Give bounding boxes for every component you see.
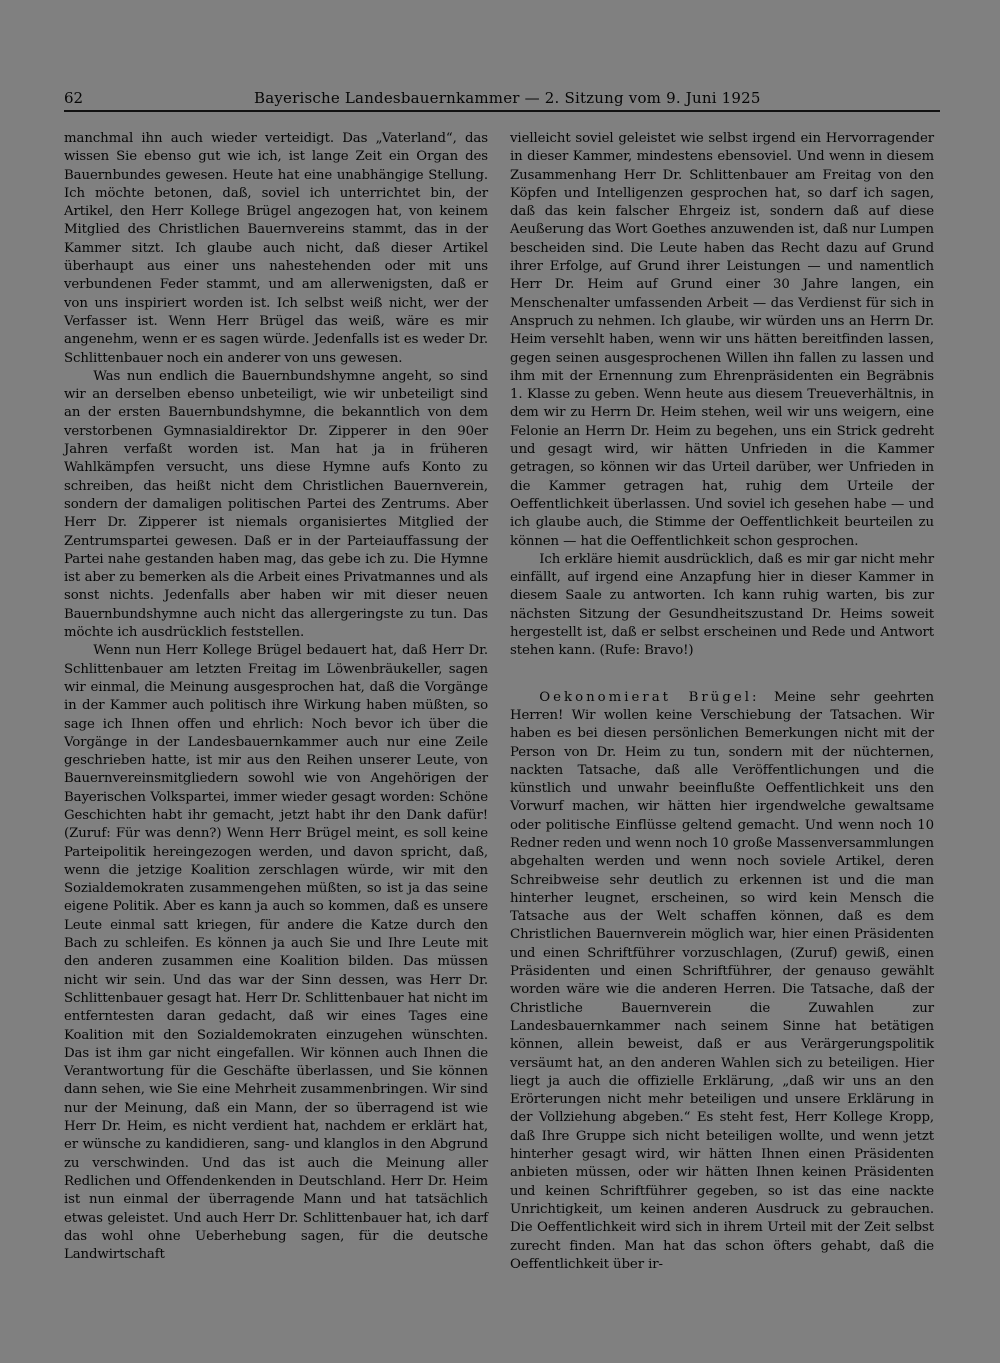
page-number: 62 bbox=[64, 89, 84, 107]
paragraph: Was nun endlich die Bauernbundshymne angeht, so sind wir an derselben ebenso unbeteiligt, wie wir unbeteiligt sind an der ersten Bauernbundshymne, die bekanntlich von dem verstorbenen Gymnasialdirektor Dr. Zipperer in den 90er Jahren verfaßt worden ist. Man hat ja in früheren Wahlkämpfen versucht, uns diese Hymne aufs Konto zu schreiben, das heißt nicht dem Christlichen Bauernverein, sondern der damaligen politischen Partei des Zentrums. Aber Herr Dr. Zipperer ist niemals organisiertes Mitglied der Zentrumspartei gewesen. Daß er in der Parteiauffassung der Partei nahe gestanden haben mag, das gebe ich zu. Die Hymne ist aber zu bemerken als die Arbeit eines Privatmannes und als sonst nichts. Jedenfalls aber haben wir mit dieser neuen Bauernbundshymne auch nicht das allergeringste zu tun. Das möchte ich ausdrücklich feststellen. bbox=[64, 368, 488, 641]
running-head: Bayerische Landesbauernkammer — 2. Sitzung vom 9. Juni 1925 bbox=[254, 89, 761, 107]
speaker-name: Oekonomierat Brügel: bbox=[539, 689, 760, 705]
paragraph: Ich erkläre hiemit ausdrücklich, daß es mir gar nicht mehr einfällt, auf irgend eine Anzapfung hier in dieser Kammer in diesem Saale zu antworten. Ich kann ruhig warten, bis zur nächsten Sitzung der Gesundheitszustand Dr. Heims soweit hergestellt ist, daß er selbst erscheinen und Rede und Antwort stehen kann. (Rufe: Bravo!) bbox=[510, 551, 934, 659]
page-header bbox=[64, 88, 940, 112]
right-column bbox=[510, 130, 934, 1274]
speech-paragraph bbox=[510, 689, 934, 1275]
paragraph: Wenn nun Herr Kollege Brügel bedauert hat, daß Herr Dr. Schlittenbauer am letzten Freitag im Löwenbräukeller, sagen wir einmal, die Meinung ausgesprochen hat, daß die Vorgänge in der Kammer auch politisch ihre Wirkung haben müßten, so sage ich Ihnen offen und ehrlich: Noch bevor ich über die Vorgänge in der Landesbauernkammer auch nur eine Zeile geschrieben hatte, ist mir aus den Reihen unserer Leute, von Bauernvereinsmitgliedern sowohl wie von Angehörigen der Bayerischen Volkspartei, immer wieder gesagt worden: Schöne Geschichten habt ihr gemacht, jetzt habt ihr den Dank dafür! (Zuruf: Für was denn?) Wenn Herr Brügel meint, es soll keine Parteipolitik hereingezogen werden, und davon spricht, daß, wenn die jetzige Koalition zerschlagen würde, wir mit den Sozialdemokraten zusammengehen müßten, so ist ja das seine eigene Politik. Aber es kann ja auch so kommen, daß es unsere Leute einmal satt kriegen, für andere die Katze durch den Bach zu schleifen. Es können ja auch Sie und Ihre Leute mit den anderen zusammen eine Koalition bilden. Das müssen nicht wir sein. Und das war der Sinn dessen, was Herr Dr. Schlittenbauer gesagt hat. Herr Dr. Schlittenbauer hat nicht im entferntesten daran gedacht, daß wir eines Tages eine Koalition mit den Sozialdemokraten einzugehen wünschten. Das ist ihm gar nicht eingefallen. Wir können auch Ihnen die Verantwortung für die Geschäfte überlassen, und Sie können dann sehen, wie Sie eine Mehrheit zusammenbringen. Wir sind nur der Meinung, daß ein Mann, der so überragend ist wie Herr Dr. Heim, es nicht verdient hat, nachdem er erklärt hat, er wünsche zu kandidieren, sang- und klanglos in den Abgrund zu verschwinden. Und das ist auch die Meinung aller Redlichen und Offendenkenden in Deutschland. Herr Dr. Heim ist nun einmal der überragende Mann und hat tatsächlich etwas geleistet. Und auch Herr Dr. Schlittenbauer hat, ich darf das wohl ohne Ueberhebung sagen, für die deutsche Landwirtschaft bbox=[64, 643, 488, 1263]
paragraph: vielleicht soviel geleistet wie selbst irgend ein Hervorragender in dieser Kammer, mindestens ebensoviel. Und wenn in diesem Zusammenhang Herr Dr. Schlittenbauer am Freitag von den Köpfen und Intelligenzen gesprochen hat, so darf ich sagen, daß das kein falscher Ehrgeiz ist, sondern daß auf diese Aeußerung das Wort Goethes anzuwenden ist, daß nur Lumpen bescheiden sind. Die Leute haben das Recht dazu auf Grund ihrer Erfolge, auf Grund ihrer Leistungen — und namentlich Herr Dr. Heim auf Grund einer 30 Jahre langen, ein Menschenalter umfassenden Arbeit — das Verdienst für sich in Anspruch zu nehmen. Ich glaube, wir würden uns an Herrn Dr. Heim versehlt haben, wenn wir uns hätten bereitfinden lassen, gegen seinen ausgesprochenen Willen ihn fallen zu lassen und ihm mit der Ernennung zum Ehrenpräsidenten ein Begräbnis 1. Klasse zu geben. Wenn heute aus diesem Treueverhältnis, in dem wir zu Herrn Dr. Heim stehen, weil wir uns weigern, eine Felonie an Herrn Dr. Heim zu begehen, uns ein Strick gedreht und gesagt wird, wir hätten Unfrieden in die Kammer getragen, so können wir das Urteil darüber, wer Unfrieden in die Kammer getragen hat, ruhig dem Urteile der Oeffentlichkeit überlassen. Und soviel ich gesehen habe — und ich glaube auch, die Stimme der Oeffentlichkeit beurteilen zu können — hat die Oeffentlichkeit schon gesprochen. bbox=[510, 131, 934, 549]
speech-text: Meine sehr geehrten Herren! Wir wollen keine Verschiebung der Tatsachen. Wir haben es bei diesen persönlichen Bemerkungen nicht mit der Person von Dr. Heim zu tun, sondern mit der nüchternen, nackten Tatsache, daß alle Veröffentlichungen und die künstlich und unwahr beeinflußte Oeffentlichkeit uns den Vorwurf machen, wir hätten hier irgendwelche gewaltsame oder politische Einflüsse geltend gemacht. Und wenn noch 10 Redner reden und wenn noch 10 große Massenversammlungen abgehalten werden und wenn noch soviele Artikel, deren Schreibweise sehr deutlich zu erkennen ist und die man hinterher leugnet, erscheinen, so wird kein Mensch die Tatsache aus der Welt schaffen können, daß es dem Christlichen Bauernverein möglich war, hier einen Präsidenten und einen Schriftführer vorzuschlagen, (Zuruf) gewiß, einen Präsidenten und einen Schriftführer, der genauso gewählt worden wäre wie die anderen Herren. Die Tatsache, daß der Christliche Bauernverein die Zuwahlen zur Landesbauernkammer nach seinem Sinne hat betätigen können, allein beweist, daß er aus Verärgerungspolitik versäumt hat, an den anderen Wahlen sich zu beteiligen. Hier liegt ja auch die offizielle Erklärung, „daß wir uns an den Erörterungen nicht mehr beteiligen und unsere Erklärung in der Vollziehung abgeben.“ Es steht fest, Herr Kollege Kropp, daß Ihre Gruppe sich nicht beteiligen wollte, und wenn jetzt hinterher gesagt wird, wir hätten Ihnen einen Präsidenten anbieten müssen, oder wir hätten Ihnen keinen Präsidenten und keinen Schriftführer gegeben, so ist das eine nackte Unrichtigkeit, um keinen anderen Ausdruck zu gebrauchen. Die Oeffentlichkeit wird sich in ihrem Urteil mit der Zeit selbst zurecht finden. Man hat das schon öfters gehabt, daß die Oeffentlichkeit über ir- bbox=[510, 689, 934, 1272]
paragraph: manchmal ihn auch wieder verteidigt. Das „Vaterland“, das wissen Sie ebenso gut wie ich, ist lange Zeit ein Organ des Bauernbundes gewesen. Heute hat eine unabhängige Stellung. Ich möchte betonen, daß, soviel ich unterrichtet bin, der Artikel, den Herr Kollege Brügel angezogen hat, von keinem Mitglied des Christlichen Bauernvereins stammt, das in der Kammer sitzt. Ich glaube auch nicht, daß dieser Artikel überhaupt aus einer uns nahestehenden oder mit uns verbundenen Feder stammt, und am allerwenigsten, daß er von uns inspiriert worden ist. Ich selbst weiß nicht, wer der Verfasser ist. Wenn Herr Brügel das weiß, wäre es mir angenehm, wenn er es sagen würde. Jedenfalls ist es weder Dr. Schlittenbauer noch ein anderer von uns gewesen. bbox=[64, 131, 488, 366]
left-column bbox=[64, 130, 488, 1264]
